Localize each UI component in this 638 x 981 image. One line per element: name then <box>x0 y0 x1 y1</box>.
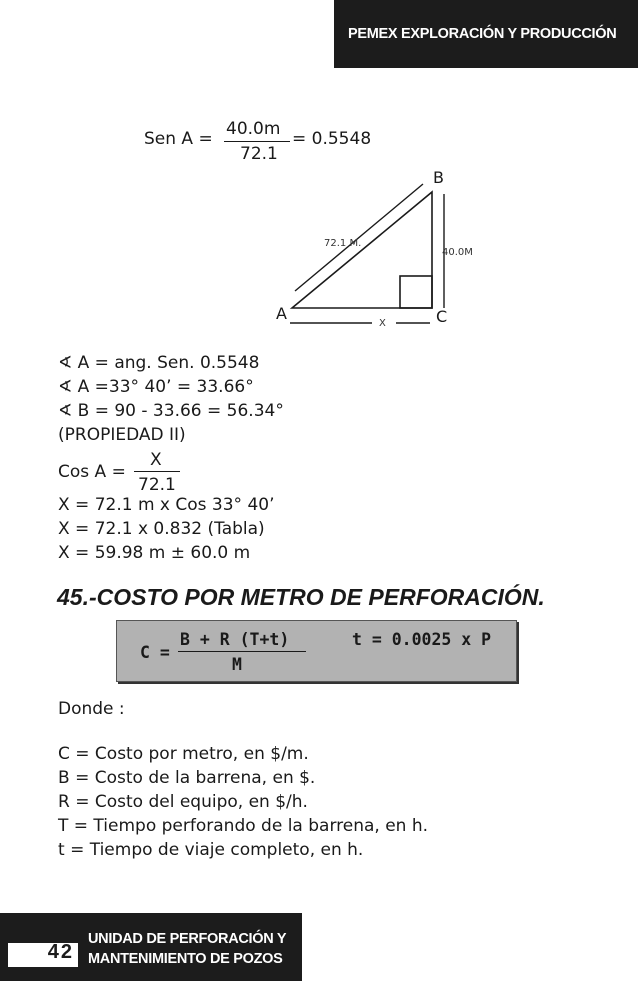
result-line: X = 72.1 x 0.832 (Tabla) <box>58 519 265 539</box>
formula-fraction-bar <box>178 651 306 652</box>
right-angle-marker <box>400 276 432 308</box>
definition-item: C = Costo por metro, en $/m. <box>58 744 309 764</box>
angle-line: ∢ B = 90 - 33.66 = 56.34° <box>58 401 284 421</box>
cosine-denominator: 72.1 <box>138 475 176 495</box>
sine-result: = 0.5548 <box>292 129 372 149</box>
page-number: 42 <box>47 941 74 963</box>
cosine-prefix: Cos A = <box>58 462 126 482</box>
property-note: (PROPIEDAD II) <box>58 425 186 445</box>
triangle-diagram <box>260 160 500 340</box>
result-line: X = 72.1 m x Cos 33° 40’ <box>58 495 275 515</box>
vertex-c-label: C <box>436 307 448 326</box>
footer-line-2: MANTENIMIENTO DE POZOS <box>88 951 283 967</box>
page-number-tab <box>8 940 78 967</box>
header-title: PEMEX EXPLORACIÓN Y PRODUCCIÓN <box>348 26 617 42</box>
angle-line: ∢ A =33° 40’ = 33.66° <box>58 377 254 397</box>
base-x-label: X <box>379 318 386 329</box>
hypotenuse-label: 72.1 M. <box>324 238 362 249</box>
formula-numerator: B + R (T+t) <box>180 630 290 649</box>
section-heading: 45.-COSTO POR METRO DE PERFORACIÓN. <box>57 584 545 610</box>
sine-prefix: Sen A = <box>144 129 213 149</box>
angle-line: ∢ A = ang. Sen. 0.5548 <box>58 353 260 373</box>
where-label: Donde : <box>58 699 125 719</box>
cosine-fraction-bar <box>134 471 180 472</box>
side-length-label: 40.0M <box>442 247 473 258</box>
vertex-b-label: B <box>433 168 444 187</box>
definition-item: B = Costo de la barrena, en $. <box>58 768 316 788</box>
sine-numerator: 40.0m <box>226 119 281 139</box>
definition-item: R = Costo del equipo, en $/h. <box>58 792 308 812</box>
sine-denominator: 72.1 <box>240 144 278 164</box>
cosine-numerator: X <box>150 450 162 470</box>
result-line: X = 59.98 m ± 60.0 m <box>58 543 251 563</box>
vertex-a-label: A <box>276 304 287 323</box>
definition-item: T = Tiempo perforando de la barrena, en h. <box>58 816 429 836</box>
triangle-shape <box>292 192 432 308</box>
footer-line-1: UNIDAD DE PERFORACIÓN Y <box>88 931 287 947</box>
definition-item: t = Tiempo de viaje completo, en h. <box>58 840 364 860</box>
formula-secondary: t = 0.0025 x P <box>352 630 492 649</box>
formula-lhs: C = <box>140 643 170 662</box>
formula-denominator: M <box>232 655 242 674</box>
